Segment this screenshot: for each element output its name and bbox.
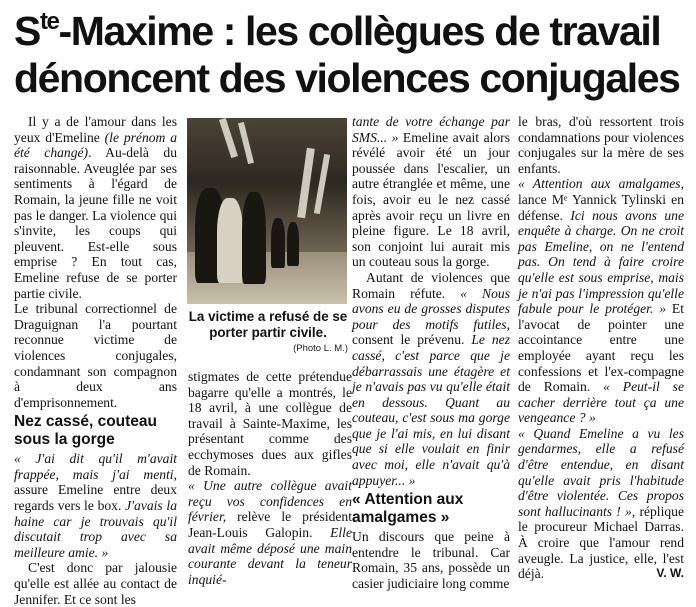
light-beam: [219, 118, 238, 158]
light-beam: [314, 154, 330, 214]
article-photo: [187, 118, 347, 304]
paragraph: « Attention aux amalgames, lance Mᵉ Yannick Tylinski en défense. Ici nous avons une enquête à charge. On ne croit pas Emeline, on ne l'entend pas. On tend à faire croire qu'elle est sous emprise, mais je n'ai pas l'impression qu'elle fabule pour le protéger. » Et l'avocat de pointer une accointance entre une employée ayant reçu les confessions et l'ex-compagne de Romain. « Peut-il se cacher derrière tout ça une vengeance ? »: [518, 176, 685, 426]
paragraph: le bras, d'où ressortent trois condamnations pour violences conjugales sur la mère de ses enfants.: [518, 114, 684, 176]
paragraph: C'est donc par jalousie qu'elle est allée au contact de Jennifer. Et ce sont les: [14, 560, 177, 607]
paragraph: « J'ai dit qu'il m'avait frappée, mais j'ai menti, assure Emeline entre deux regards vers le box. J'avais la haine car je trouvais qu'il discutait trop avec sa meilleure amie. »: [14, 451, 177, 560]
author-signature: V. W.: [656, 566, 684, 581]
person-silhouette: [287, 222, 299, 266]
person-silhouette: [242, 192, 266, 284]
article-column-3: [352, 114, 510, 592]
paragraph: Il y a de l'amour dans les yeux d'Emeline (le prénom a été changé). Au-delà du raisonnable. Aveuglée par ses sentiments à l'égard de Romain, la jeune fille ne voit pas le danger. La violence qui s'invite, les coups qui pleuvent. Est-elle sous emprise ? En tout cas, Emeline refuse de se porter partie civile.: [14, 114, 178, 301]
light-beam: [297, 148, 315, 218]
headline-line-1: $S^{te}$-Maxime : les collègues de travail: [14, 8, 661, 54]
photo-credit: (Photo L. M.): [293, 343, 348, 354]
article-column-4: [518, 114, 684, 582]
paragraph: Le tribunal correctionnel de Draguignan l'a pourtant reconnue victime de violences conjugales, condamnant son compagnon à deux ans d'emprisonnement.: [14, 301, 177, 410]
person-silhouette: [217, 198, 243, 283]
article-column-1: [14, 114, 177, 607]
paragraph: tante de votre échange par SMS... » Emeline avait alors révélé avoir été un jour poussée dans l'escalier, un autre étranglée et même, une fois, avoir eu le nez cassé après avoir reçu un livre en pleine figure. Le 18 avril, son conjoint lui aurait mis un couteau sous la gorge.: [352, 114, 510, 270]
article-column-2: [188, 369, 352, 587]
headline: [14, 8, 684, 102]
person-silhouette: [271, 218, 285, 268]
paragraph: Un discours que peine à entendre le tribunal. Car Romain, 35 ans, possède un casier judiciaire long comme: [352, 529, 510, 592]
paragraph: stigmates de cette prétendue bagarre qu'elle a montrés, le 18 avril, à une collègue de travail à Sainte-Maxime, les présentant comme des ecchymoses dues aux gifles de Romain.: [188, 369, 352, 478]
paragraph: « Une autre collègue avait reçu vos confidences en février, relève le président Jean-Louis Galopin. Elle avait même déposé une main courante devant la teneur inquié-: [188, 478, 352, 587]
photo-caption: La victime a refusé de se porter partir civile.: [188, 309, 348, 340]
paragraph: « Quand Emeline a vu les gendarmes, elle a refusé d'être entendue, en disant qu'elle avait pris l'habitude d'être violentée. Ces propos sont hallucinants ! », réplique le procureur Michael Darras. À croire que l'amour rend aveugle. La justice, elle, l'est déjà. V. W.: [518, 425, 684, 582]
paragraph: Autant de violences que Romain réfute. « Nous avons eu de grosses disputes pour des motifs futiles, consent le prévenu. Le nez cassé, c'est parce que je débarrassais une étagère et je n'avais pas vu qu'elle était en dessous. Quant au couteau, c'est sous ma gorge que je l'ai mis, en lui disant que si elle voulait en finir avec moi, elle n'avait qu'à appuyer... »: [352, 269, 511, 488]
light-beam: [238, 122, 254, 164]
subheading: Nez cassé, couteau sous la gorge: [14, 413, 158, 449]
subheading: « Attention aux amalgames »: [352, 491, 464, 527]
headline-line-2: dénoncent des violences conjugales: [14, 55, 680, 101]
